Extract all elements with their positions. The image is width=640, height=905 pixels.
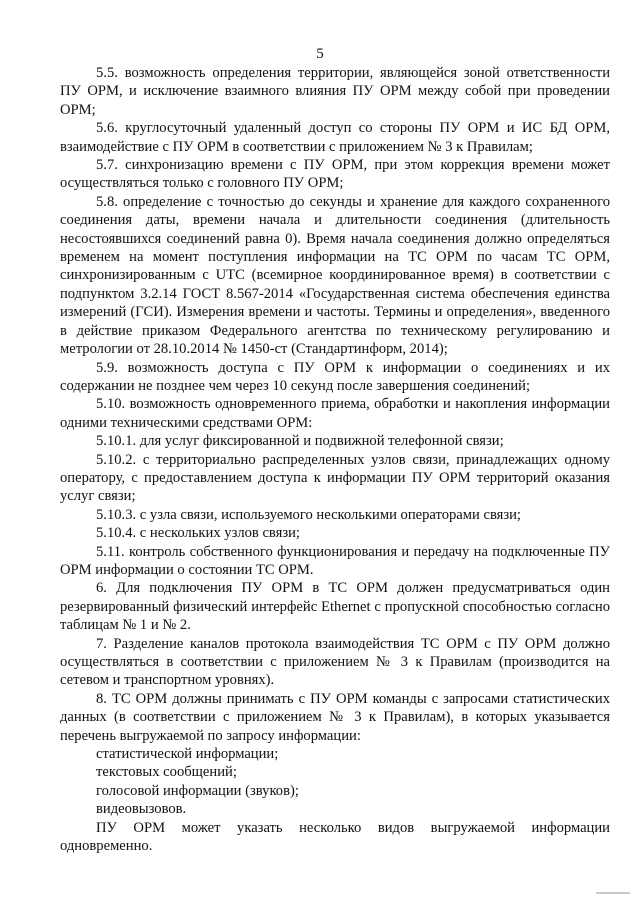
list-item-video-calls: видеовызовов. [96,801,187,818]
paragraph-5-7: 5.7. синхронизацию времени с ПУ ОРМ, при этом коррекция времени может осуществляться только с головного ПУ ОРМ; [60,157,610,192]
paragraph-7: 7. Разделение каналов протокола взаимодействия ТС ОРМ с ПУ ОРМ должно осуществляться в соответствии с приложением № 3 к Правилам (производится на сетевом и транспортном уровнях). [60,635,610,689]
paragraph-6: 6. Для подключения ПУ ОРМ в ТС ОРМ должен предусматриваться один резервированный физический интерфейс Ethernet с пропускной способностью согласно таблицам № 1 и № 2. [60,580,610,634]
page-number: 5 [316,46,324,62]
scan-artifact-line [596,892,630,894]
list-item-voice: голосовой информации (звуков); [96,782,299,799]
paragraph-8: 8. ТС ОРМ должны принимать с ПУ ОРМ команды с запросами статистических данных (в соответствии с приложением № 3 к Правилам), в которых указывается перечень выгружаемой по запросу информации: [60,690,610,744]
paragraph-5-10-4: 5.10.4. с нескольких узлов связи; [96,525,300,542]
paragraph-5-5: 5.5. возможность определения территории, являющейся зоной ответственности ПУ ОРМ, и исключение взаимного влияния ПУ ОРМ между собой при проведении ОРМ; [60,65,610,118]
paragraph-5-10-3: 5.10.3. с узла связи, используемого несколькими операторами связи; [96,506,521,523]
paragraph-5-10: 5.10. возможность одновременного приема, обработки и накопления информации одними техническими средствами ОРМ: [60,396,610,431]
list-item-text-messages: текстовых сообщений; [96,764,237,781]
paragraph-5-10-1: 5.10.1. для услуг фиксированной и подвижной телефонной связи; [96,433,504,450]
paragraph-5-10-2: 5.10.2. с территориально распределенных узлов связи, принадлежащих одному оператору, с предоставлением доступа к информации ПУ ОРМ территорий оказания услуг связи; [60,451,610,505]
paragraph-5-8: 5.8. определение с точностью до секунды и хранение для каждого сохраненного соединения даты, времени начала и длительности соединения (длительность несостоявшихся соединений равна 0). Время начала соединения должно определяться временем на момент поступления информации на ТС ОРМ по часам ТС ОРМ, синхронизированным с UTC (всемирное координированное время) в соответствии с подпунктом 3.2.14 ГОСТ 8.567-2014 «Государственная система обеспечения единства измерений (ГСИ). Измерения времени и частоты. Термины и определения», введенного в действие приказом Федерального агентства по техническому регулированию и метрологии от 28.10.2014 № 1450-ст (Стандартинформ, 2014); [60,193,610,358]
paragraph-final: ПУ ОРМ может указать несколько видов выгружаемой информации одновременно. [60,819,610,855]
document-body [60,64,610,855]
list-item-statistics: статистической информации; [96,746,279,763]
paragraph-5-11: 5.11. контроль собственного функционирования и передачу на подключенные ПУ ОРМ информации о состоянии ТС ОРМ. [60,543,610,578]
paragraph-5-9: 5.9. возможность доступа с ПУ ОРМ к информации о соединениях и их содержании не позднее чем через 10 секунд после завершения соединений; [60,359,610,394]
paragraph-5-6: 5.6. круглосуточный удаленный доступ со стороны ПУ ОРМ и ИС БД ОРМ, взаимодействие с ПУ ОРМ в соответствии с приложением № 3 к Правилам; [60,120,610,155]
